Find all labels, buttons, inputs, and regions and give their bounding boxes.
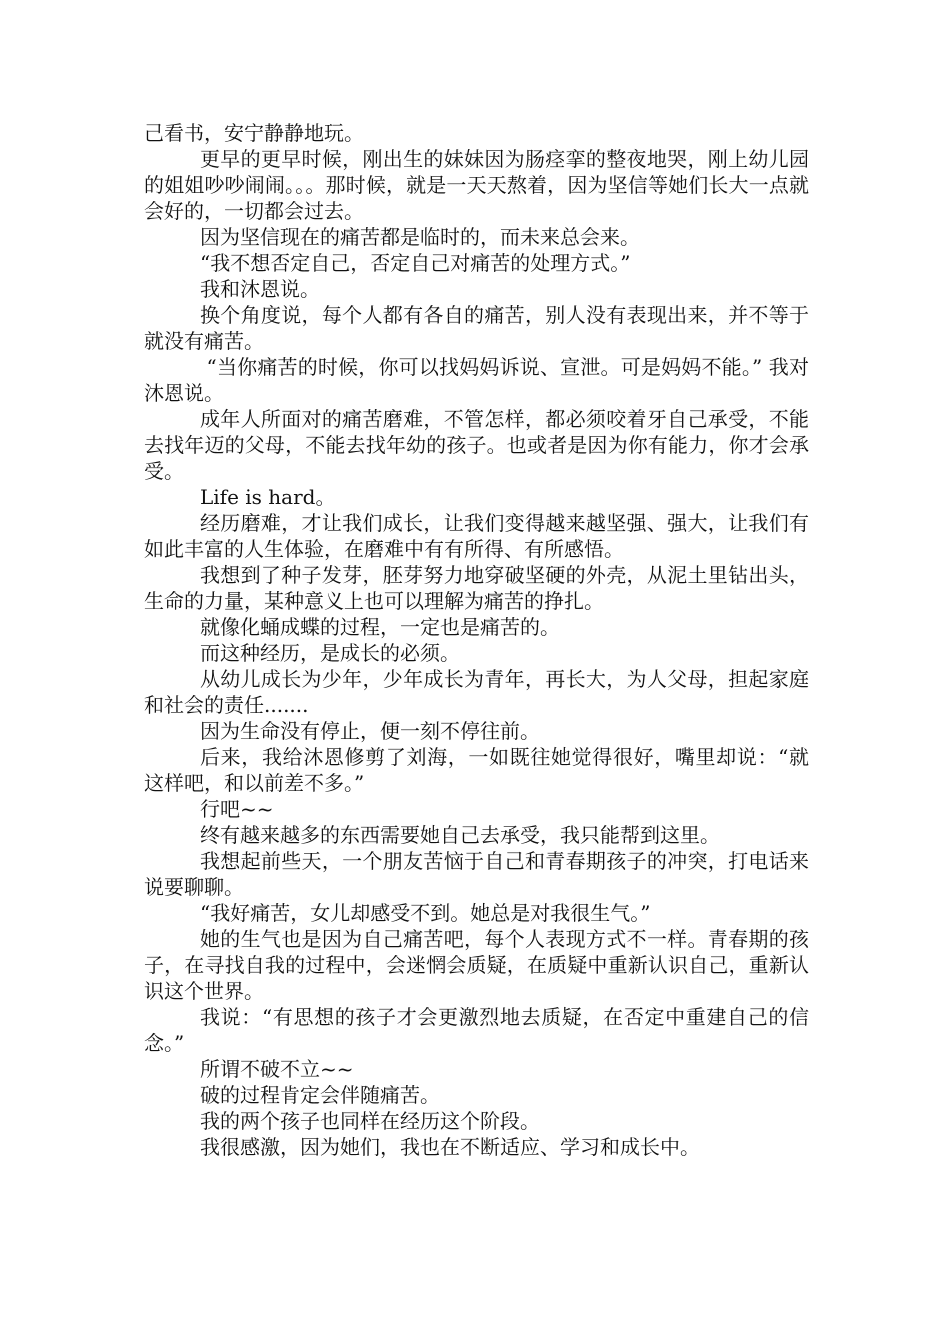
paragraph: 换个角度说，每个人都有各自的痛苦，别人没有表现出来，并不等于就没有痛苦。 [144,303,809,353]
paragraph: 我的两个孩子也同样在经历这个阶段。 [200,1109,540,1133]
paragraph: 她的生气也是因为自己痛苦吧，每个人表现方式不一样。青春期的孩子，在寻找自我的过程中，会迷惘会质疑，在质疑中重新认识自己，重新认识这个世界。 [144,927,809,1003]
paragraph: “当你痛苦的时候，你可以找妈妈诉说、宣泄。可是妈妈不能。” 我对沐恩说。 [144,355,809,405]
paragraph: 我想到了种子发芽，胚芽努力地穿破坚硬的外壳，从泥土里钻出头，生命的力量，某种意义上也可以理解为痛苦的挣扎。 [144,563,809,613]
paragraph: 从幼儿成长为少年，少年成长为青年，再长大，为人父母，担起家庭和社会的责任....... [144,667,809,717]
paragraph: “我好痛苦，女儿却感受不到。她总是对我很生气。” [200,901,651,925]
paragraph: 更早的更早时候，刚出生的妹妹因为肠痉挛的整夜地哭，刚上幼儿园的姐姐吵吵闹闹。。。那时候，就是一天天熬着，因为坚信等她们长大一点就会好的，一切都会过去。 [144,147,809,223]
paragraph: 我很感激，因为她们，我也在不断适应、学习和成长中。 [200,1135,700,1159]
paragraph: 因为生命没有停止，便一刻不停往前。 [200,719,540,743]
paragraph: 而这种经历，是成长的必须。 [200,641,460,665]
paragraph: 我想起前些天，一个朋友苦恼于自己和青春期孩子的冲突，打电话来说要聊聊。 [144,849,809,899]
paragraph: 经历磨难，才让我们成长，让我们变得越来越坚强、强大，让我们有如此丰富的人生体验，在磨难中有有所得、有所感悟。 [144,511,809,561]
paragraph: Life is hard。 [200,485,336,509]
paragraph: 就像化蛹成蝶的过程，一定也是痛苦的。 [200,615,560,639]
document-page [144,120,809,1160]
paragraph: 行吧~~ [200,797,274,821]
paragraph: “我不想否定自己，否定自己对痛苦的处理方式。” [200,251,631,275]
paragraph: 我和沐恩说。 [200,277,320,301]
paragraph: 破的过程肯定会伴随痛苦。 [200,1083,440,1107]
paragraph: 成年人所面对的痛苦磨难，不管怎样，都必须咬着牙自己承受，不能去找年迈的父母，不能去找年幼的孩子。也或者是因为你有能力，你才会承受。 [144,407,809,483]
paragraph: 终有越来越多的东西需要她自己去承受，我只能帮到这里。 [200,823,720,847]
paragraph: 所谓不破不立~~ [200,1057,354,1081]
paragraph: 后来，我给沐恩修剪了刘海，一如既往她觉得很好，嘴里却说：“就这样吧，和以前差不多。” [144,745,809,795]
paragraph: 己看书，安宁静静地玩。 [144,121,364,145]
paragraph: 我说：“有思想的孩子才会更激烈地去质疑，在否定中重建自己的信念。” [144,1005,809,1055]
paragraph: 因为坚信现在的痛苦都是临时的，而未来总会来。 [200,225,640,249]
